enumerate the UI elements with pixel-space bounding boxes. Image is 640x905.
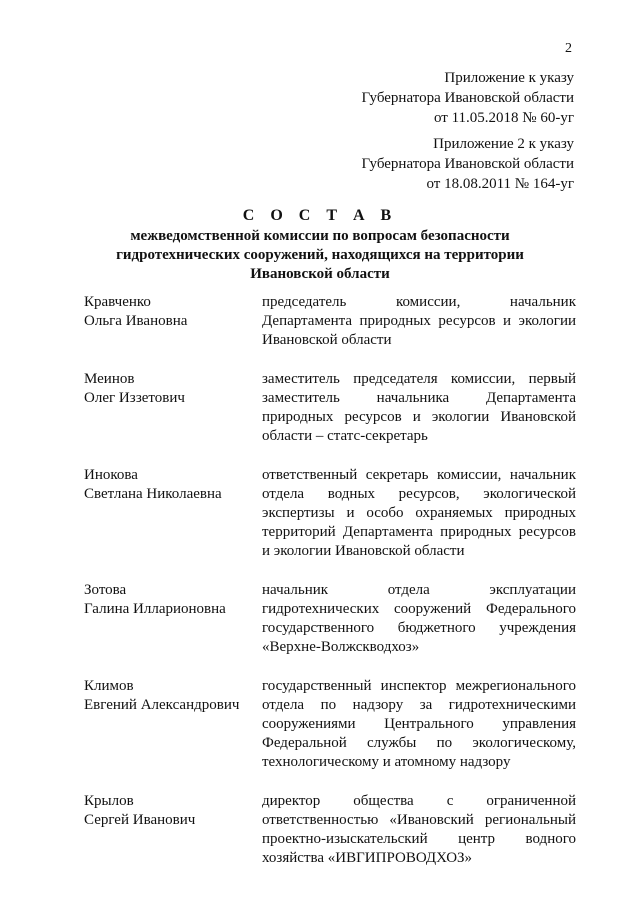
title-subtitle bbox=[60, 227, 580, 284]
document-title bbox=[60, 205, 580, 284]
appendix-current-reference bbox=[361, 68, 574, 128]
member-role: ответственный секретарь комиссии, начальник отдела водных ресурсов, экологической экспертизы и особо охраняемых природных территорий Департамента природных ресурсов и экологии Ивановской области bbox=[262, 467, 576, 559]
subtitle-line: Ивановской области bbox=[250, 266, 390, 282]
member-role: председатель комиссии, начальник Департамента природных ресурсов и экологии Ивановской области bbox=[262, 294, 576, 348]
member-surname: Зотова bbox=[84, 582, 127, 598]
title-heading: С О С Т А В bbox=[242, 207, 398, 224]
member-given-names: Евгений Александрович bbox=[84, 697, 240, 713]
member-given-names: Галина Илларионовна bbox=[84, 601, 226, 617]
appendix-line: Губернатора Ивановской области bbox=[361, 156, 574, 172]
member-surname: Кравченко bbox=[84, 294, 151, 310]
member-name bbox=[84, 581, 262, 657]
appendix-line: от 11.05.2018 № 60-уг bbox=[433, 110, 574, 126]
member-given-names: Сергей Иванович bbox=[84, 812, 196, 828]
member-row bbox=[84, 466, 576, 561]
member-surname: Инокова bbox=[84, 467, 138, 483]
member-role: государственный инспектор межрегионального отдела по надзору за гидротехническими сооружениями Центрального управления Федеральной службы по экологическому, технологическому и атомному надзору bbox=[262, 678, 576, 770]
member-role: директор общества с ограниченной ответственностью «Ивановский региональный проектно-изыскательский центр водного хозяйства «ИВГИПРОВОДХОЗ» bbox=[262, 793, 576, 866]
member-name bbox=[84, 677, 262, 772]
member-given-names: Светлана Николаевна bbox=[84, 486, 222, 502]
member-name bbox=[84, 370, 262, 446]
member-surname: Климов bbox=[84, 678, 134, 694]
member-name bbox=[84, 293, 262, 350]
appendix-line: Губернатора Ивановской области bbox=[361, 90, 574, 106]
appendix-line: от 18.08.2011 № 164-уг bbox=[426, 176, 574, 192]
member-surname: Меинов bbox=[84, 371, 135, 387]
appendix-line: Приложение 2 к указу bbox=[433, 136, 574, 152]
member-surname: Крылов bbox=[84, 793, 134, 809]
page-number: 2 bbox=[565, 41, 572, 56]
commission-members-list bbox=[84, 293, 576, 888]
member-row bbox=[84, 677, 576, 772]
member-name bbox=[84, 466, 262, 561]
member-row bbox=[84, 581, 576, 657]
appendix-line: Приложение к указу bbox=[444, 70, 574, 86]
member-name bbox=[84, 792, 262, 868]
subtitle-line: межведомственной комиссии по вопросам безопасности bbox=[130, 228, 510, 244]
member-row bbox=[84, 370, 576, 446]
member-given-names: Олег Иззетович bbox=[84, 390, 185, 406]
subtitle-line: гидротехнических сооружений, находящихся на территории bbox=[116, 247, 524, 263]
appendix-original-reference bbox=[361, 134, 574, 194]
member-role: заместитель председателя комиссии, первый заместитель начальника Департамента природных ресурсов и экологии Ивановской области – статс-секретарь bbox=[262, 371, 576, 444]
member-row bbox=[84, 792, 576, 868]
member-row bbox=[84, 293, 576, 350]
member-given-names: Ольга Ивановна bbox=[84, 313, 188, 329]
member-role: начальник отдела эксплуатации гидротехнических сооружений Федерального государственного бюджетного учреждения «Верхне-Волжскводхоз» bbox=[262, 582, 576, 655]
